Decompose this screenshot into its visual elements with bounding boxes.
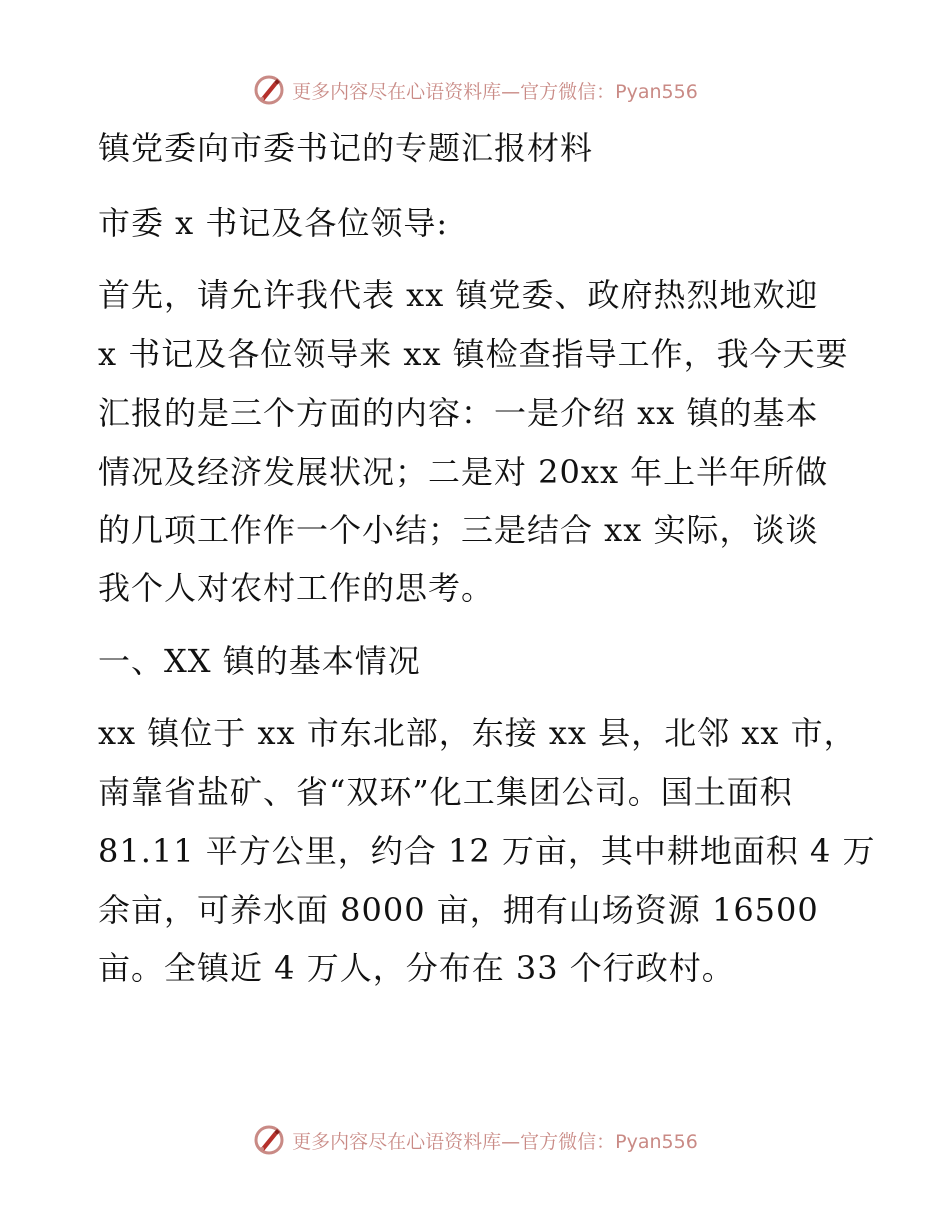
section-heading: 一、XX 镇的基本情况 — [98, 642, 421, 680]
document-title: 镇党委向市委书记的专题汇报材料 — [98, 129, 594, 167]
salutation: 市委 x 书记及各位领导: — [98, 204, 449, 242]
watermark-banner-bottom — [0, 1120, 950, 1160]
intro-line: 我个人对农村工作的思考。 — [98, 569, 495, 607]
section-line: 81.11 平方公里，约合 12 万亩，其中耕地面积 4 万 — [98, 832, 876, 870]
watermark-text: 更多内容尽在心语资料库—官方微信：Pyan556 — [292, 80, 698, 103]
section-line: 余亩，可养水面 8000 亩，拥有山场资源 16500 — [98, 891, 819, 929]
intro-line: 首先，请允许我代表 xx 镇党委、政府热烈地欢迎 — [98, 276, 819, 314]
intro-line: x 书记及各位领导来 xx 镇检查指导工作，我今天要 — [98, 335, 849, 373]
intro-line: 的几项工作作一个小结；三是结合 xx 实际，谈谈 — [98, 511, 819, 549]
section-line: 亩。全镇近 4 万人，分布在 33 个行政村。 — [98, 949, 735, 987]
intro-line: 情况及经济发展状况；二是对 20xx 年上半年所做 — [98, 453, 829, 491]
section-line: xx 镇位于 xx 市东北部，东接 xx 县，北邻 xx 市， — [98, 714, 857, 752]
watermark-banner-top — [0, 70, 950, 110]
watermark-text: 更多内容尽在心语资料库—官方微信：Pyan556 — [292, 1130, 698, 1153]
pen-swirl-logo-icon — [252, 1123, 286, 1157]
pen-swirl-logo-icon — [252, 73, 286, 107]
section-line: 南靠省盐矿、省“双环”化工集团公司。国土面积 — [98, 773, 793, 811]
intro-line: 汇报的是三个方面的内容：一是介绍 xx 镇的基本 — [98, 394, 819, 432]
